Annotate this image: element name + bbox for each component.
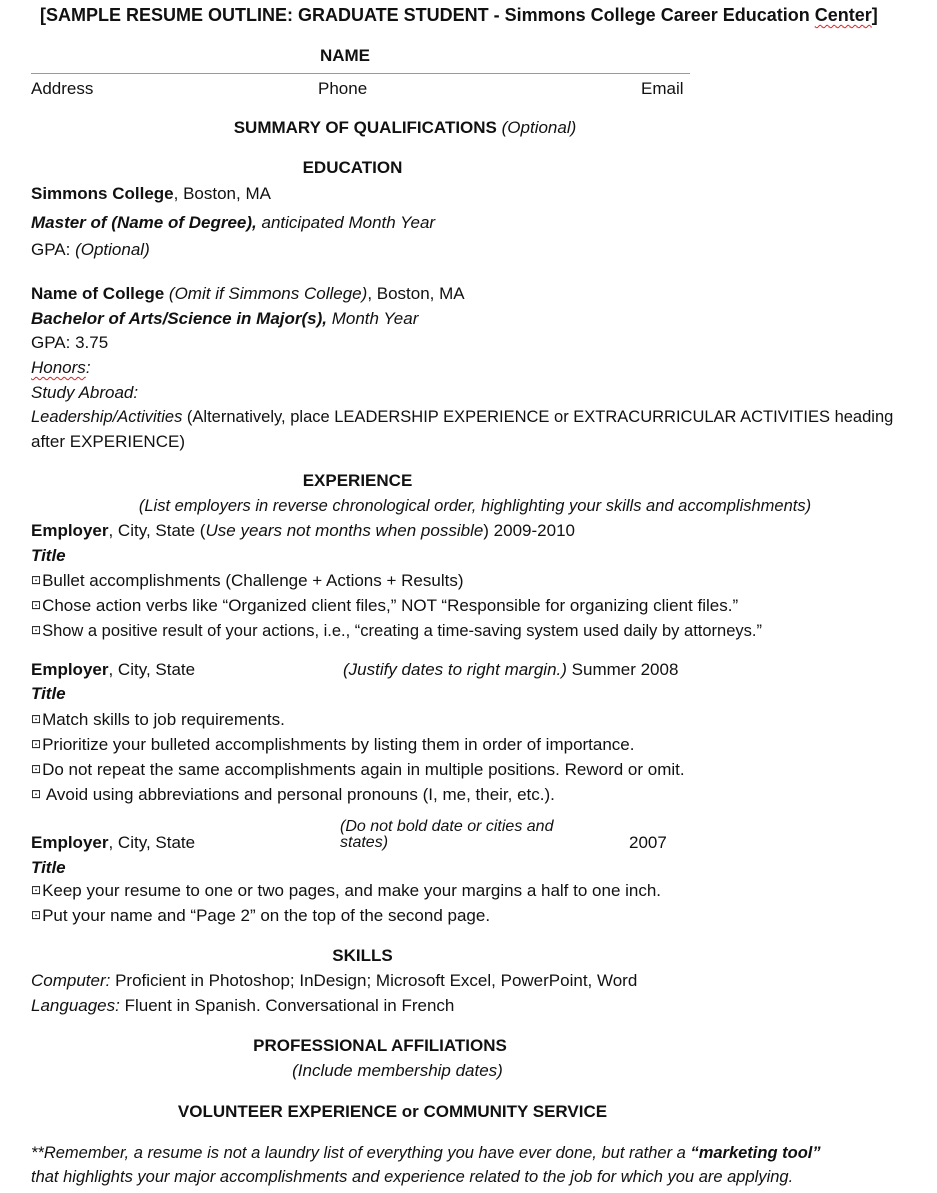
skills-languages: Languages: Fluent in Spanish. Conversational in French: [31, 996, 455, 1015]
job2-bullet: ⊡Prioritize your bulleted accomplishments by listing them in order of importance.: [31, 735, 635, 754]
job1-employer-line: Employer, City, State (Use years not months when possible) 2009-2010: [31, 521, 575, 540]
bullet-box-icon: ⊡: [31, 762, 42, 776]
experience-note: (List employers in reverse chronological order, highlighting your skills and accomplishments): [138, 497, 812, 515]
bullet-box-icon: ⊡: [31, 598, 42, 612]
resume-name: NAME: [319, 46, 371, 65]
job1-bullet: ⊡Chose action verbs like “Organized client files,” NOT “Responsible for organizing client files.”: [31, 596, 739, 615]
job2-bullet: ⊡Match skills to job requirements.: [31, 710, 285, 729]
school2-degree: Bachelor of Arts/Science in Major(s), Month Year: [31, 309, 419, 328]
job3-employer-line: Employer, City, State: [31, 833, 196, 852]
affiliations-heading: PROFESSIONAL AFFILIATIONS: [253, 1036, 507, 1055]
bullet-box-icon: ⊡: [31, 623, 42, 637]
school2-honors: Honors:: [31, 358, 91, 377]
bullet-box-icon: ⊡: [31, 712, 42, 726]
document-header: [SAMPLE RESUME OUTLINE: GRADUATE STUDENT - Simmons College Career Education Center]: [40, 5, 878, 25]
job3-dates: 2007: [629, 833, 667, 852]
summary-heading: SUMMARY OF QUALIFICATIONS (Optional): [233, 118, 577, 137]
school2-leadership-cont: after EXPERIENCE): [31, 432, 185, 451]
job2-bullet: ⊡ Avoid using abbreviations and personal pronouns (I, me, their, etc.).: [31, 785, 555, 804]
remember-line1: **Remember, a resume is not a laundry list of everything you have ever done, but rather a “marketing tool”: [31, 1144, 821, 1162]
job2-date-line: (Justify dates to right margin.) Summer 2008: [343, 660, 679, 679]
job2-employer-line: Employer, City, State: [31, 660, 196, 679]
school1-gpa: GPA: (Optional): [31, 240, 150, 259]
bullet-box-icon: ⊡: [31, 573, 42, 587]
job3-note-line2: states): [340, 834, 389, 851]
experience-heading: EXPERIENCE: [302, 471, 413, 490]
contact-email: Email: [641, 79, 684, 98]
job3-note-line1: (Do not bold date or cities and: [340, 818, 554, 835]
bullet-box-icon: ⊡: [31, 737, 42, 751]
bullet-box-icon: ⊡: [31, 883, 42, 897]
contact-address: Address: [31, 79, 94, 98]
education-heading: EDUCATION: [302, 158, 403, 177]
contact-phone: Phone: [318, 79, 368, 98]
skills-heading: SKILLS: [332, 946, 393, 965]
job2-bullet: ⊡Do not repeat the same accomplishments again in multiple positions. Reword or omit.: [31, 760, 685, 779]
job2-title: Title: [31, 684, 66, 703]
school2-gpa: GPA: 3.75: [31, 333, 109, 352]
job3-bullet: ⊡Put your name and “Page 2” on the top of the second page.: [31, 906, 491, 925]
school1-line: Simmons College, Boston, MA: [31, 184, 271, 203]
school2-leadership: Leadership/Activities (Alternatively, place LEADERSHIP EXPERIENCE or EXTRACURRICULAR ACTIVITIES heading: [31, 408, 894, 426]
school1-degree: Master of (Name of Degree), anticipated Month Year: [31, 213, 436, 232]
spellcheck-word: Center: [814, 5, 872, 25]
bullet-box-icon: ⊡: [31, 908, 42, 922]
affiliations-note: (Include membership dates): [292, 1061, 503, 1080]
job3-title: Title: [31, 858, 66, 877]
school2-study-abroad: Study Abroad:: [31, 383, 139, 402]
job1-bullet: ⊡Bullet accomplishments (Challenge + Actions + Results): [31, 571, 464, 590]
skills-computer: Computer: Proficient in Photoshop; InDesign; Microsoft Excel, PowerPoint, Word: [31, 971, 638, 990]
job1-bullet: ⊡Show a positive result of your actions, i.e., “creating a time-saving system used daily by attorneys.”: [31, 622, 762, 640]
bullet-box-icon: ⊡: [31, 787, 42, 801]
school2-line: Name of College (Omit if Simmons College), Boston, MA: [31, 284, 465, 303]
job1-title: Title: [31, 546, 66, 565]
name-rule: [31, 73, 690, 74]
job3-bullet: ⊡Keep your resume to one or two pages, and make your margins a half to one inch.: [31, 881, 662, 900]
remember-line2: that highlights your major accomplishments and experience related to the job for which you are applying.: [31, 1168, 794, 1186]
volunteer-heading: VOLUNTEER EXPERIENCE or COMMUNITY SERVICE: [177, 1102, 608, 1121]
